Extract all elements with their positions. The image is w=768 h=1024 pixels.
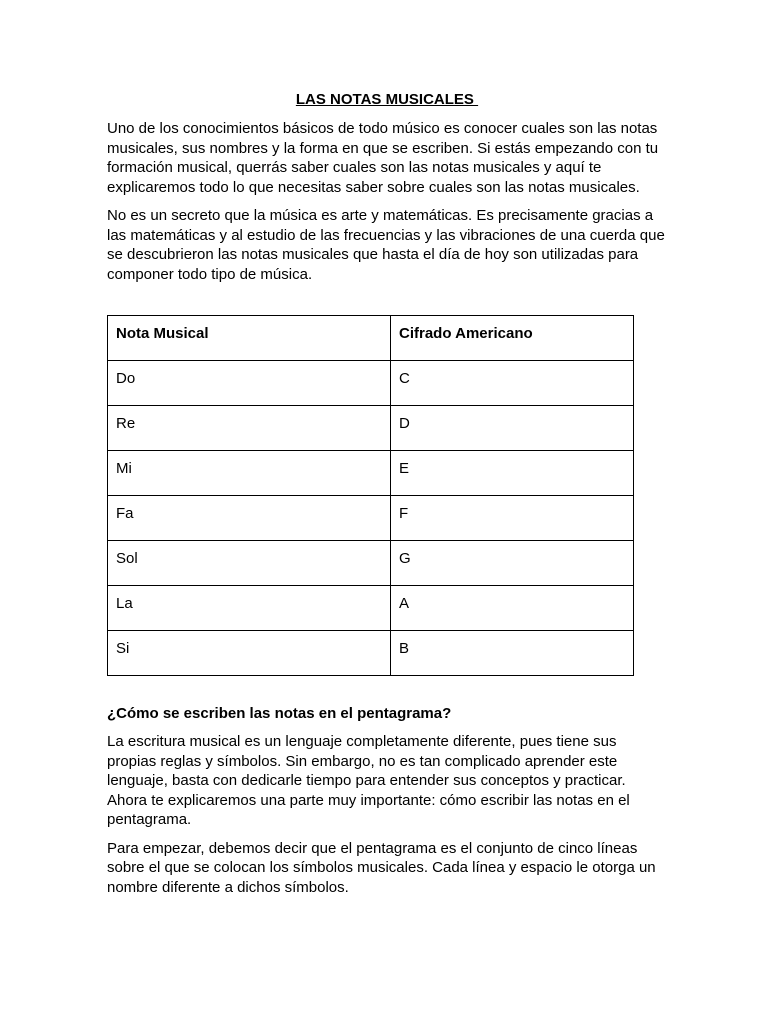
table-row — [108, 541, 634, 586]
table-row — [108, 451, 634, 496]
intro-paragraph-2: No es un secreto que la música es arte y matemáticas. Es precisamente gracias a las matemáticas y al estudio de las frecuencias y las vibraciones de una cuerda que se descubrieron las notas musicales que hasta el día de hoy son utilizadas para componer todo tipo de música. — [107, 207, 665, 283]
table-header-row — [108, 316, 634, 361]
table-row — [108, 496, 634, 541]
document-title: LAS NOTAS MUSICALES — [295, 91, 479, 108]
section-paragraph-1: La escritura musical es un lenguaje completamente diferente, pues tiene sus propias reglas y símbolos. Sin embargo, no es tan complicado aprender este lenguaje, basta con dedicarle tiempo para entender sus conceptos y practicar. Ahora te explicaremos una parte muy importante: cómo escribir las notas en el pentagrama. — [107, 733, 630, 828]
section-heading: ¿Cómo se escriben las notas en el pentagrama? — [107, 705, 452, 722]
table-header-cifrado-americano: Cifrado Americano — [391, 316, 634, 361]
table-cell-note: Fa — [108, 496, 391, 541]
table-cell-note: Do — [108, 361, 391, 406]
section-paragraph-2: Para empezar, debemos decir que el pentagrama es el conjunto de cinco líneas sobre el que se colocan los símbolos musicales. Cada línea y espacio le otorga un nombre diferente a dichos símbolos. — [107, 839, 656, 896]
table-cell-cipher: E — [391, 451, 634, 496]
table-cell-note: Re — [108, 406, 391, 451]
table-row — [108, 361, 634, 406]
document-page — [107, 90, 667, 906]
table-cell-cipher: D — [391, 406, 634, 451]
intro-paragraph-1: Uno de los conocimientos básicos de todo músico es conocer cuales son las notas musicales, sus nombres y la forma en que se escriben. Si estás empezando con tu formación musical, querrás saber cuales son las notas musicales y aquí te explicaremos todo lo que necesitas saber sobre cuales son las notas musicales. — [107, 120, 659, 196]
table-cell-cipher: B — [391, 631, 634, 676]
table-cell-cipher: A — [391, 586, 634, 631]
table-cell-cipher: C — [391, 361, 634, 406]
table-cell-cipher: F — [391, 496, 634, 541]
table-row — [108, 586, 634, 631]
table-row — [108, 631, 634, 676]
table-cell-note: Mi — [108, 451, 391, 496]
notes-table-container — [107, 315, 633, 676]
table-cell-note: Si — [108, 631, 391, 676]
table-cell-note: Sol — [108, 541, 391, 586]
table-cell-cipher: G — [391, 541, 634, 586]
notes-table — [107, 315, 634, 676]
table-row — [108, 406, 634, 451]
table-cell-note: La — [108, 586, 391, 631]
table-header-nota-musical: Nota Musical — [108, 316, 391, 361]
